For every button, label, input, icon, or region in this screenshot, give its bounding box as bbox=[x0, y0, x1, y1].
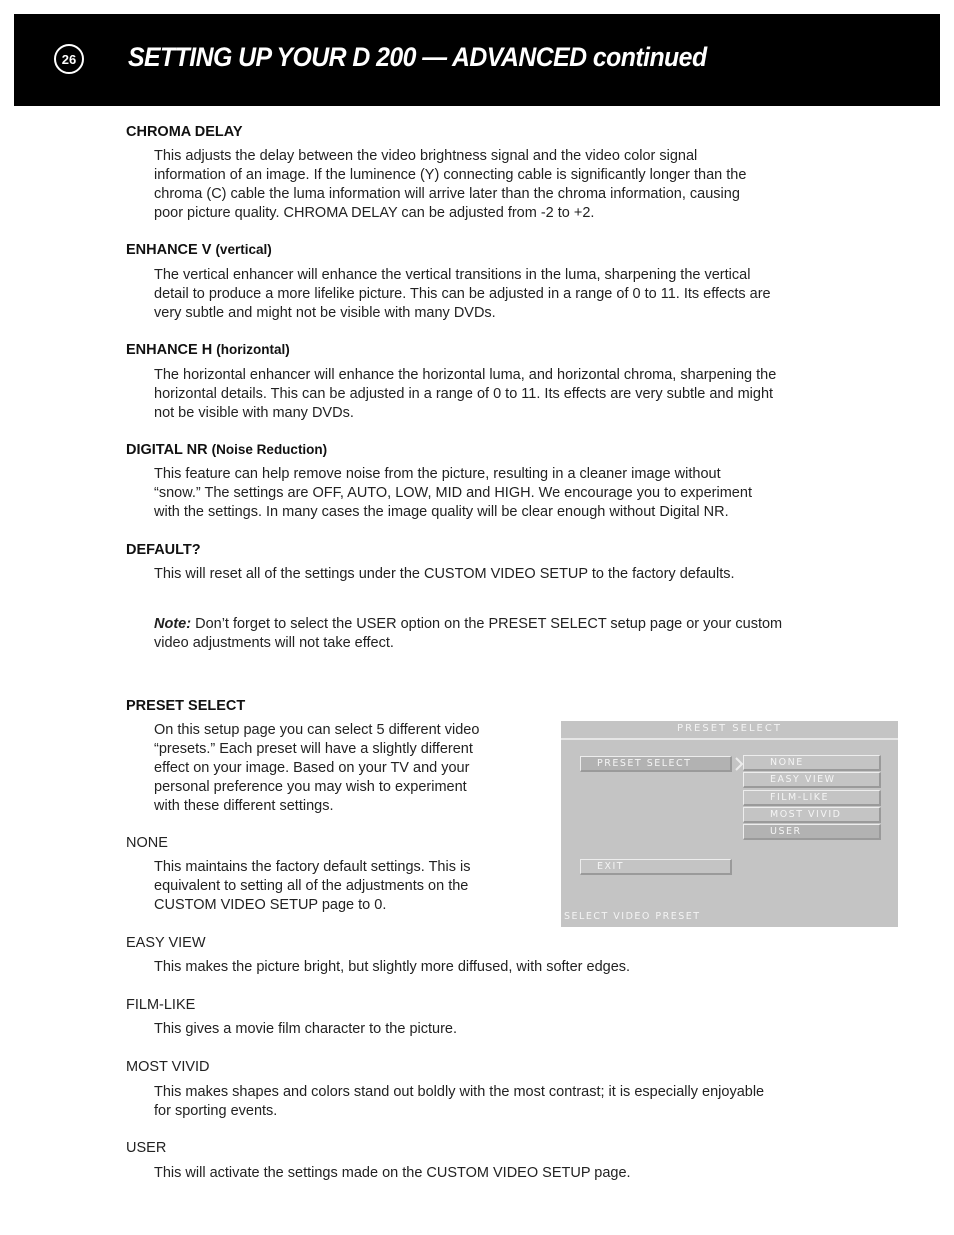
text-line: This makes the picture bright, but slightly more diffused, with softer edges. bbox=[154, 959, 631, 975]
paragraph-most-vivid bbox=[154, 1083, 764, 1121]
heading-default: DEFAULT? bbox=[126, 542, 201, 558]
text-line: with these different settings. bbox=[154, 798, 334, 814]
text-line: horizontal details. This can be adjusted in a range of 0 to 11. Its effects are very subtle and might bbox=[154, 386, 774, 402]
heading-enhance-h bbox=[126, 342, 290, 358]
text-line: This feature can help remove noise from the picture, resulting in a cleaner image without bbox=[154, 466, 721, 482]
paragraph-preset-select bbox=[154, 721, 479, 816]
text-line: CUSTOM VIDEO SETUP page to 0. bbox=[154, 897, 387, 913]
note-paragraph bbox=[154, 615, 782, 653]
text-line: The horizontal enhancer will enhance the horizontal luma, and horizontal chroma, sharpening the bbox=[154, 367, 777, 383]
text-line: poor picture quality. CHROMA DELAY can be adjusted from -2 to +2. bbox=[154, 205, 595, 221]
paragraph-chroma-delay bbox=[154, 147, 746, 223]
text-line: This maintains the factory default settings. This is bbox=[154, 859, 471, 875]
paragraph-user bbox=[154, 1164, 631, 1183]
text-line: with the settings. In many cases the image quality will be clear enough without Digital NR. bbox=[154, 504, 729, 520]
text-line: This will activate the settings made on the CUSTOM VIDEO SETUP page. bbox=[154, 1165, 631, 1181]
heading-subtext: (Noise Reduction) bbox=[211, 442, 328, 457]
text-line: This makes shapes and colors stand out boldly with the most contrast; it is especially enjoyable bbox=[154, 1084, 765, 1100]
heading-subtext: (vertical) bbox=[215, 242, 272, 257]
paragraph-enhance-h bbox=[154, 366, 776, 423]
text-line bbox=[154, 615, 782, 634]
paragraph-default bbox=[154, 565, 735, 584]
osd-footer-text: SELECT VIDEO PRESET bbox=[564, 911, 701, 922]
heading-subtext: (horizontal) bbox=[216, 342, 290, 357]
osd-option-film-like: FILM-LIKE bbox=[743, 790, 881, 806]
osd-option-user: USER bbox=[743, 824, 881, 840]
text-line: chroma (C) cable the luma information will arrive later than the chroma information, causing bbox=[154, 186, 740, 202]
text-line: This gives a movie film character to the picture. bbox=[154, 1021, 458, 1037]
paragraph-easy-view bbox=[154, 958, 630, 977]
text-line: “snow.” The settings are OFF, AUTO, LOW, MID and HIGH. We encourage you to experiment bbox=[154, 485, 752, 501]
osd-title-divider bbox=[561, 738, 898, 740]
text-line: for sporting events. bbox=[154, 1103, 278, 1119]
paragraph-enhance-v bbox=[154, 266, 771, 323]
text-line: very subtle and might not be visible with many DVDs. bbox=[154, 305, 496, 321]
text-line: not be visible with many DVDs. bbox=[154, 405, 354, 421]
paragraph-digital-nr bbox=[154, 465, 752, 522]
osd-option-none: NONE bbox=[743, 755, 881, 771]
text-line: information of an image. If the luminence (Y) connecting cable is significantly longer than the bbox=[154, 167, 747, 183]
preset-select-screenshot bbox=[561, 721, 898, 927]
heading-preset-select: PRESET SELECT bbox=[126, 698, 246, 714]
heading-text: ENHANCE H bbox=[126, 342, 213, 358]
subheading-film-like: FILM-LIKE bbox=[126, 997, 196, 1013]
osd-title: PRESET SELECT bbox=[677, 723, 782, 734]
paragraph-film-like bbox=[154, 1020, 457, 1039]
text-line: “presets.” Each preset will have a slightly different bbox=[154, 741, 473, 757]
subheading-none: NONE bbox=[126, 835, 168, 851]
text-line: video adjustments will not take effect. bbox=[154, 635, 394, 651]
text-line: personal preference you may wish to experiment bbox=[154, 779, 467, 795]
subheading-user: USER bbox=[126, 1140, 167, 1156]
osd-option-easy-view: EASY VIEW bbox=[743, 772, 881, 788]
note-text: Don’t forget to select the USER option on the PRESET SELECT setup page or your custom bbox=[191, 616, 783, 632]
text-line: On this setup page you can select 5 different video bbox=[154, 722, 480, 738]
osd-exit-button: EXIT bbox=[580, 859, 732, 875]
text-line: effect on your image. Based on your TV and your bbox=[154, 760, 470, 776]
page-title: SETTING UP YOUR D 200 — ADVANCED continued bbox=[128, 42, 707, 72]
text-line: equivalent to setting all of the adjustments on the bbox=[154, 878, 469, 894]
heading-chroma-delay: CHROMA DELAY bbox=[126, 124, 243, 140]
heading-text: ENHANCE V bbox=[126, 242, 212, 258]
text-line: The vertical enhancer will enhance the vertical transitions in the luma, sharpening the vertical bbox=[154, 267, 751, 283]
osd-preset-select-button: PRESET SELECT bbox=[580, 756, 732, 772]
subheading-most-vivid: MOST VIVID bbox=[126, 1059, 210, 1075]
heading-enhance-v bbox=[126, 242, 272, 258]
subheading-easy-view: EASY VIEW bbox=[126, 935, 206, 951]
text-line: This adjusts the delay between the video brightness signal and the video color signal bbox=[154, 148, 698, 164]
heading-text: DIGITAL NR bbox=[126, 442, 208, 458]
note-label: Note: bbox=[154, 616, 192, 632]
osd-option-most-vivid: MOST VIVID bbox=[743, 807, 881, 823]
heading-digital-nr bbox=[126, 442, 327, 458]
text-line: This will reset all of the settings under the CUSTOM VIDEO SETUP to the factory defaults. bbox=[154, 566, 735, 582]
text-line: detail to produce a more lifelike picture. This can be adjusted in a range of 0 to 11. Its effects are bbox=[154, 286, 771, 302]
paragraph-none bbox=[154, 858, 470, 915]
page-number-badge: 26 bbox=[54, 44, 84, 74]
page-header bbox=[14, 14, 940, 106]
